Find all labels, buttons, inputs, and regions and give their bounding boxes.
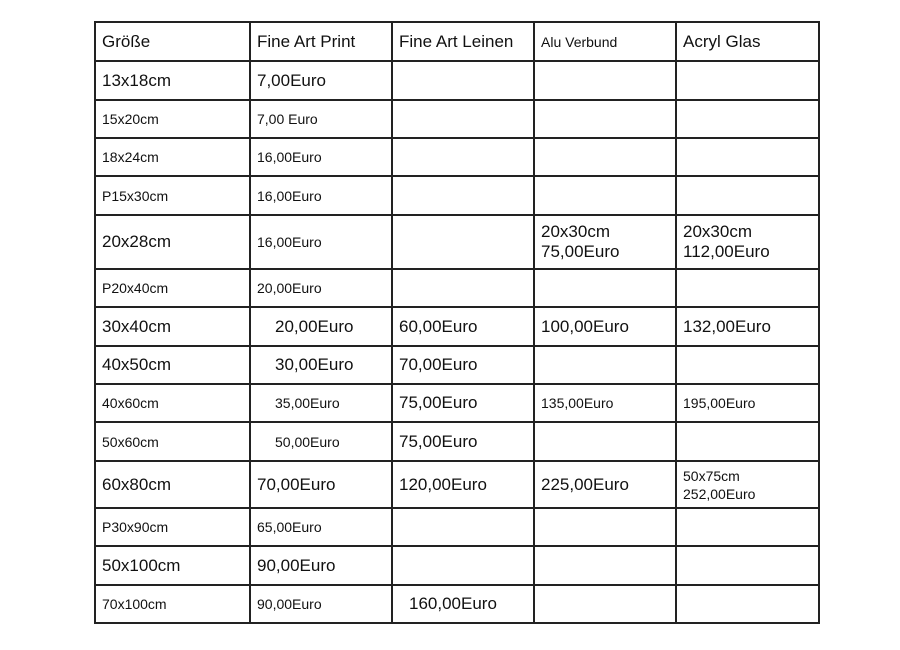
acryl-size-text: 20x30cm xyxy=(683,222,752,241)
header-alu-verbund: Alu Verbund xyxy=(534,22,676,61)
alu-price-cell xyxy=(534,422,676,461)
table-row xyxy=(95,269,819,307)
alu-price-cell: 135,00Euro xyxy=(534,384,676,422)
leinen-price-cell xyxy=(392,508,534,546)
price-table xyxy=(94,21,820,624)
table-row xyxy=(95,585,819,623)
acryl-price-cell: 195,00Euro xyxy=(676,384,819,422)
print-price-cell: 7,00 Euro xyxy=(250,100,392,138)
table-row xyxy=(95,422,819,461)
leinen-price-cell: 160,00Euro xyxy=(392,585,534,623)
print-price-cell: 30,00Euro xyxy=(250,346,392,384)
acryl-price-cell xyxy=(676,215,819,269)
table-row xyxy=(95,384,819,422)
alu-size-text: 20x30cm xyxy=(541,222,610,241)
size-cell: 30x40cm xyxy=(95,307,250,346)
alu-price-cell xyxy=(534,215,676,269)
alu-price-cell xyxy=(534,508,676,546)
leinen-price-cell xyxy=(392,215,534,269)
acryl-price-cell xyxy=(676,138,819,176)
print-price-cell: 16,00Euro xyxy=(250,138,392,176)
table-row xyxy=(95,508,819,546)
size-cell: 18x24cm xyxy=(95,138,250,176)
print-price-cell: 20,00Euro xyxy=(250,307,392,346)
leinen-price-cell xyxy=(392,176,534,215)
table-row xyxy=(95,307,819,346)
acryl-price-cell xyxy=(676,176,819,215)
size-cell: 40x60cm xyxy=(95,384,250,422)
acryl-price-cell xyxy=(676,422,819,461)
alu-price-cell xyxy=(534,100,676,138)
size-cell: P15x30cm xyxy=(95,176,250,215)
acryl-price-text: 112,00Euro xyxy=(683,242,770,261)
alu-price-text: 75,00Euro xyxy=(541,242,620,261)
leinen-price-cell xyxy=(392,138,534,176)
acryl-price-cell xyxy=(676,269,819,307)
print-price-cell: 16,00Euro xyxy=(250,215,392,269)
header-fine-art-print: Fine Art Print xyxy=(250,22,392,61)
header-fine-art-leinen: Fine Art Leinen xyxy=(392,22,534,61)
print-price-cell: 16,00Euro xyxy=(250,176,392,215)
alu-price-cell: 225,00Euro xyxy=(534,461,676,508)
size-cell: 13x18cm xyxy=(95,61,250,100)
print-price-cell: 70,00Euro xyxy=(250,461,392,508)
leinen-price-cell: 120,00Euro xyxy=(392,461,534,508)
leinen-price-cell: 75,00Euro xyxy=(392,422,534,461)
acryl-price-cell xyxy=(676,461,819,508)
acryl-price-text: 252,00Euro xyxy=(683,485,756,502)
table-row xyxy=(95,346,819,384)
size-cell: 60x80cm xyxy=(95,461,250,508)
header-acryl-glas: Acryl Glas xyxy=(676,22,819,61)
size-cell: 15x20cm xyxy=(95,100,250,138)
alu-price-cell xyxy=(534,585,676,623)
alu-price-cell: 100,00Euro xyxy=(534,307,676,346)
acryl-price-cell xyxy=(676,61,819,100)
alu-price-cell xyxy=(534,176,676,215)
table-row xyxy=(95,176,819,215)
size-cell: 40x50cm xyxy=(95,346,250,384)
print-price-cell: 50,00Euro xyxy=(250,422,392,461)
print-price-cell: 65,00Euro xyxy=(250,508,392,546)
header-size: Größe xyxy=(95,22,250,61)
acryl-price-cell xyxy=(676,100,819,138)
size-cell: 50x100cm xyxy=(95,546,250,585)
table-row xyxy=(95,138,819,176)
leinen-price-cell xyxy=(392,546,534,585)
alu-price-cell xyxy=(534,269,676,307)
table-row xyxy=(95,215,819,269)
size-cell: 50x60cm xyxy=(95,422,250,461)
table-row xyxy=(95,546,819,585)
acryl-price-cell: 132,00Euro xyxy=(676,307,819,346)
leinen-price-cell xyxy=(392,269,534,307)
print-price-cell: 7,00Euro xyxy=(250,61,392,100)
acryl-price-cell xyxy=(676,346,819,384)
alu-price-cell xyxy=(534,61,676,100)
size-cell: P20x40cm xyxy=(95,269,250,307)
table-row xyxy=(95,61,819,100)
header-row xyxy=(95,22,819,61)
print-price-cell: 90,00Euro xyxy=(250,585,392,623)
leinen-price-cell: 70,00Euro xyxy=(392,346,534,384)
size-cell: 20x28cm xyxy=(95,215,250,269)
alu-price-cell xyxy=(534,346,676,384)
leinen-price-cell: 75,00Euro xyxy=(392,384,534,422)
size-cell: P30x90cm xyxy=(95,508,250,546)
leinen-price-cell: 60,00Euro xyxy=(392,307,534,346)
print-price-cell: 35,00Euro xyxy=(250,384,392,422)
leinen-price-cell xyxy=(392,61,534,100)
leinen-price-cell xyxy=(392,100,534,138)
alu-price-cell xyxy=(534,138,676,176)
acryl-price-cell xyxy=(676,585,819,623)
acryl-size-text: 50x75cm xyxy=(683,467,740,484)
acryl-price-cell xyxy=(676,546,819,585)
alu-price-cell xyxy=(534,546,676,585)
size-cell: 70x100cm xyxy=(95,585,250,623)
acryl-price-cell xyxy=(676,508,819,546)
table-row xyxy=(95,100,819,138)
table-row xyxy=(95,461,819,508)
print-price-cell: 20,00Euro xyxy=(250,269,392,307)
print-price-cell: 90,00Euro xyxy=(250,546,392,585)
